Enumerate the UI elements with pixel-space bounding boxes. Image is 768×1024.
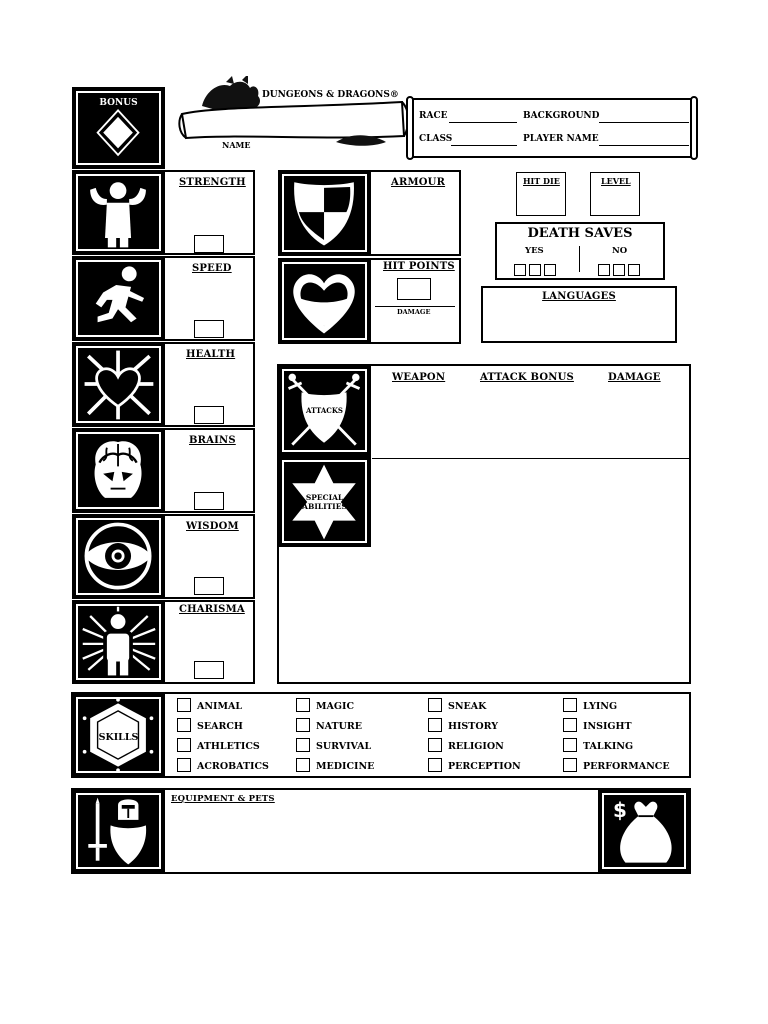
skill-checkbox[interactable] [563,698,577,712]
skill-label: ATHLETICS [197,741,260,752]
level-label: LEVEL [601,176,631,186]
skill-label: INSIGHT [583,721,632,732]
wisdom-label: WISDOM [186,521,239,532]
eye-icon [75,517,162,596]
glowing-person-icon [75,603,162,681]
hit-points-box[interactable] [397,278,431,300]
skill-checkbox[interactable] [177,698,191,712]
skill-checkbox[interactable] [563,718,577,732]
charisma-panel [165,600,255,684]
skill-checkbox[interactable] [296,758,310,772]
running-icon [75,259,162,338]
charisma-score-box[interactable] [194,661,224,679]
attacks-icon-box [278,365,371,456]
strength-icon [75,173,162,252]
death-save-no-2[interactable] [613,264,625,276]
death-save-yes-1[interactable] [514,264,526,276]
death-save-yes-3[interactable] [544,264,556,276]
skill-checkbox[interactable] [177,738,191,752]
skill-label: MAGIC [316,701,355,712]
skill-checkbox[interactable] [428,718,442,732]
bonus-label: BONUS [99,98,138,108]
strength-score-box[interactable] [194,235,224,253]
skill-label: SNEAK [448,701,487,712]
death-save-no-3[interactable] [628,264,640,276]
brains-score-box[interactable] [194,492,224,510]
speed-icon-box [72,256,165,341]
dragon-logo-icon [176,76,414,152]
bonus-box [72,87,165,169]
strength-label: STRENGTH [179,177,246,188]
special-abilities-icon-box [278,456,371,547]
skill-label: SURVIVAL [316,741,372,752]
attack-damage-label: DAMAGE [608,372,661,383]
brain-icon [75,431,162,510]
special-abilities-label-2: ABILITIES [302,502,347,511]
brains-icon-box [72,428,165,513]
sword-helmet-shield-icon [75,792,162,870]
death-save-no-1[interactable] [598,264,610,276]
health-score-box[interactable] [194,406,224,424]
skill-label: HISTORY [448,721,499,732]
class-label: CLASS [419,134,453,144]
skill-checkbox[interactable] [177,718,191,732]
death-saves-yes-checks [514,261,559,280]
background-label: BACKGROUND [523,111,600,121]
brains-panel [165,428,255,513]
name-label: NAME [222,140,251,150]
hit-die-box[interactable] [516,172,566,216]
skill-label: ACROBATICS [197,761,269,772]
armour-label: ARMOUR [391,177,446,188]
shield-icon [281,173,368,253]
attacks-icon-label: ATTACKS [306,406,343,415]
race-field[interactable] [449,122,517,123]
strength-panel [165,170,255,255]
speed-label: SPEED [192,263,232,274]
attack-bonus-label: ATTACK BONUS [480,372,574,383]
health-icon-box [72,342,165,427]
skills-icon-label: SKILLS [98,732,139,743]
equipment-icon-box [72,789,165,873]
money-icon-box [598,789,690,873]
armour-icon-box [278,170,371,256]
diamond-icon [75,90,162,166]
skill-label: RELIGION [448,741,504,752]
background-field[interactable] [599,122,689,123]
character-info-scroll [409,98,695,158]
speed-score-box[interactable] [194,320,224,338]
equipment-label: EQUIPMENT & PETS [171,794,275,804]
death-saves-no-label: NO [612,246,628,256]
skill-checkbox[interactable] [428,738,442,752]
armour-panel [371,170,461,256]
skill-label: SEARCH [197,721,243,732]
special-abilities-label-1: SPECIAL [305,493,344,502]
skill-checkbox[interactable] [428,698,442,712]
race-label: RACE [419,111,448,121]
death-saves-yes-label: YES [525,246,544,256]
skill-checkbox[interactable] [296,738,310,752]
skill-checkbox[interactable] [563,738,577,752]
death-saves-panel [495,222,665,280]
heart-rays-icon [75,345,162,424]
money-symbol: $ [613,798,627,822]
wisdom-icon-box [72,514,165,599]
skill-label: TALKING [583,741,634,752]
skill-label: PERCEPTION [448,761,521,772]
death-saves-title: DEATH SAVES [527,226,633,241]
charisma-label: CHARISMA [179,604,245,615]
speed-panel [165,256,255,341]
skill-label: MEDICINE [316,761,375,772]
brains-label: BRAINS [189,435,236,446]
health-panel [165,342,255,427]
logo-banner [176,76,414,152]
skills-icon-box [72,693,165,777]
class-field[interactable] [451,145,517,146]
hit-points-panel [371,258,461,344]
skill-checkbox[interactable] [563,758,577,772]
charisma-icon-box [72,600,165,684]
skill-checkbox[interactable] [177,758,191,772]
health-label: HEALTH [186,349,236,360]
hit-points-icon-box [278,258,371,344]
skill-checkbox[interactable] [296,698,310,712]
player-name-label: PLAYER NAME [523,134,599,144]
damage-label: DAMAGE [397,308,431,316]
strength-icon-box [72,170,165,255]
hit-die-label: HIT DIE [523,176,560,186]
skill-label: LYING [583,701,618,712]
player-name-field[interactable] [599,145,689,146]
languages-panel[interactable] [481,286,677,343]
wisdom-score-box[interactable] [194,577,224,595]
level-box[interactable] [590,172,640,216]
skill-label: NATURE [316,721,363,732]
hit-points-label: HIT POINTS [383,261,455,272]
skill-label: ANIMAL [197,701,243,712]
heart-icon [281,261,368,341]
skill-checkbox[interactable] [296,718,310,732]
skill-label: PERFORMANCE [583,761,670,772]
wisdom-panel [165,514,255,599]
death-save-yes-2[interactable] [529,264,541,276]
logo-text: DUNGEONS & DRAGONS® [262,90,399,100]
weapon-label: WEAPON [392,372,446,383]
death-saves-no-checks [598,261,643,280]
languages-label: LANGUAGES [542,291,616,302]
skill-checkbox[interactable] [428,758,442,772]
